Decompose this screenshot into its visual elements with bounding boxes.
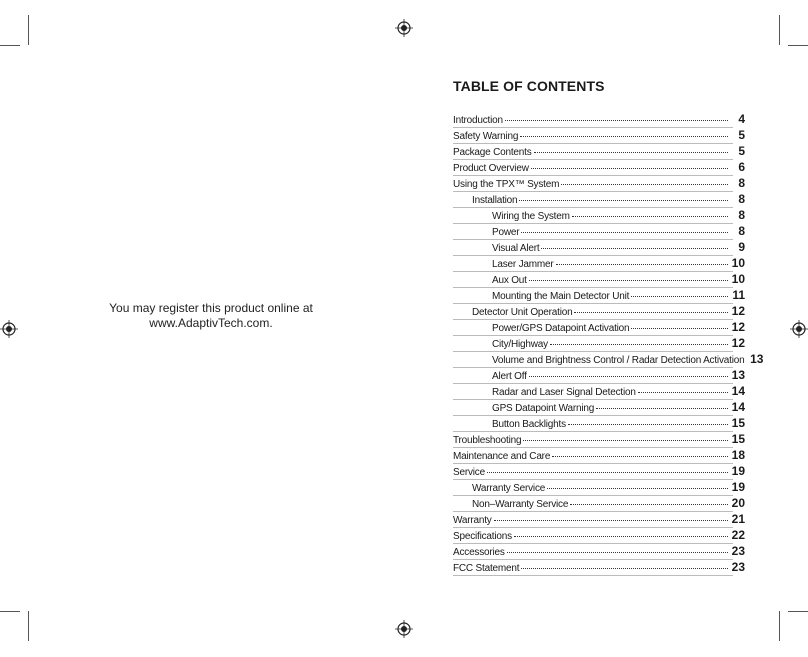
toc-leader-dots: [520, 136, 728, 137]
toc-entry[interactable]: [453, 368, 745, 384]
toc-entry-label: Visual Alert: [492, 243, 540, 254]
toc-entry-page: 12: [731, 320, 745, 334]
toc-entry-label: Safety Warning: [453, 131, 519, 142]
toc-entry-label: Accessories: [453, 547, 505, 558]
toc-entry-page: 8: [738, 176, 745, 190]
crop-mark-top-right-h: [788, 45, 808, 46]
toc-leader-dots: [505, 120, 728, 121]
toc-entry[interactable]: [453, 240, 745, 256]
toc-entry-label: Power/GPS Datapoint Activation: [492, 323, 630, 334]
toc-entry-label: Specifications: [453, 531, 512, 542]
toc-entry[interactable]: [453, 128, 745, 144]
crop-mark-top-left-h: [0, 45, 20, 46]
registration-url: www.AdaptivTech.com.: [149, 316, 273, 330]
toc-entry-page: 23: [731, 560, 745, 574]
toc-entry-label: Laser Jammer: [492, 259, 554, 270]
toc-entry-page: 23: [731, 544, 745, 558]
toc-entry-page: 15: [731, 432, 745, 446]
toc-entry-label: City/Highway: [492, 339, 548, 350]
registration-mark-icon-bottom: [395, 620, 413, 638]
toc-leader-dots: [574, 312, 728, 313]
toc-entry[interactable]: [453, 224, 745, 240]
toc-entry-page: 12: [731, 336, 745, 350]
toc-entry[interactable]: [453, 160, 745, 176]
toc-entry-label: Aux Out: [492, 275, 527, 286]
toc-entry[interactable]: [453, 112, 745, 128]
toc-entry-label: Package Contents: [453, 147, 532, 158]
toc-entry[interactable]: [453, 272, 745, 288]
toc-entry-label: Warranty Service: [472, 483, 546, 494]
toc-entry-label: GPS Datapoint Warning: [492, 403, 595, 414]
toc-entry[interactable]: [453, 528, 745, 544]
toc-entry-page: 21: [731, 512, 745, 526]
registration-mark-icon-top: [395, 19, 413, 37]
toc-entry-page: 8: [738, 192, 745, 206]
crop-mark-bottom-left-v: [28, 611, 29, 641]
toc-leader-dots: [552, 456, 728, 457]
toc-leader-dots: [521, 568, 728, 569]
toc-leader-dots: [570, 504, 728, 505]
toc-entry[interactable]: [453, 144, 745, 160]
toc-entry-label: Alert Off: [492, 371, 527, 382]
crop-mark-top-right-v: [779, 15, 780, 45]
toc-leader-dots: [550, 344, 728, 345]
toc-entry-page: 22: [731, 528, 745, 542]
toc-leader-dots: [529, 376, 728, 377]
toc-entry-label: Volume and Brightness Control / Radar Detection Activation: [492, 355, 745, 366]
toc-entry[interactable]: [453, 464, 745, 480]
toc-leader-dots: [523, 440, 728, 441]
toc-entry[interactable]: [453, 336, 745, 352]
crop-mark-bottom-right-v: [779, 611, 780, 641]
toc-leader-dots: [572, 216, 728, 217]
toc-leader-dots: [631, 328, 728, 329]
toc-entry[interactable]: [453, 544, 745, 560]
toc-entry-page: 13: [731, 368, 745, 382]
toc-entry[interactable]: [453, 512, 745, 528]
table-of-contents: [453, 78, 764, 574]
toc-entry[interactable]: [453, 384, 745, 400]
toc-entry-page: 6: [738, 160, 745, 174]
toc-entry-page: 20: [731, 496, 745, 510]
toc-entry-page: 8: [738, 208, 745, 222]
toc-entry[interactable]: [453, 352, 764, 368]
toc-entry-page: 15: [731, 416, 745, 430]
toc-entry[interactable]: [453, 320, 745, 336]
toc-entry[interactable]: [453, 288, 745, 304]
toc-entry[interactable]: [453, 480, 745, 496]
toc-leader-dots: [531, 168, 728, 169]
toc-entry-label: Wiring the System: [492, 211, 570, 222]
toc-leader-dots: [534, 152, 728, 153]
toc-entry[interactable]: [453, 448, 745, 464]
toc-entry-page: 9: [738, 240, 745, 254]
toc-leader-dots: [521, 232, 728, 233]
toc-leader-dots: [494, 520, 728, 521]
toc-leader-dots: [556, 264, 728, 265]
toc-entry[interactable]: [453, 208, 745, 224]
toc-entry-label: Mounting the Main Detector Unit: [492, 291, 630, 302]
toc-entry-label: FCC Statement: [453, 563, 520, 574]
registration-mark-icon-left: [0, 320, 18, 338]
toc-row-divider: [453, 575, 733, 576]
toc-leader-dots: [561, 184, 728, 185]
toc-entry-label: Product Overview: [453, 163, 529, 174]
toc-entry-label: Maintenance and Care: [453, 451, 551, 462]
toc-entry-page: 12: [731, 304, 745, 318]
toc-entry-page: 5: [738, 144, 745, 158]
toc-leader-dots: [519, 200, 728, 201]
toc-entry[interactable]: [453, 192, 745, 208]
toc-entry-page: 19: [731, 464, 745, 478]
toc-entry-page: 14: [731, 400, 745, 414]
toc-entry-label: Warranty: [453, 515, 492, 526]
toc-entry-page: 13: [750, 352, 764, 366]
toc-entry-page: 8: [738, 224, 745, 238]
toc-entry-page: 14: [731, 384, 745, 398]
toc-entry-label: Troubleshooting: [453, 435, 522, 446]
toc-leader-dots: [514, 536, 728, 537]
toc-entry[interactable]: [453, 176, 745, 192]
toc-entry[interactable]: [453, 432, 745, 448]
toc-leader-dots: [487, 472, 728, 473]
toc-entry[interactable]: [453, 304, 745, 320]
toc-leader-dots: [507, 552, 728, 553]
toc-entry-page: 5: [738, 128, 745, 142]
toc-entry-page: 18: [731, 448, 745, 462]
toc-entry-label: Power: [492, 227, 520, 238]
toc-entry[interactable]: [453, 560, 745, 576]
toc-entry-page: 11: [732, 288, 745, 302]
toc-entry-page: 10: [731, 256, 745, 270]
crop-mark-top-left-v: [28, 15, 29, 45]
registration-note: [100, 301, 322, 331]
toc-title: TABLE OF CONTENTS: [453, 78, 605, 94]
toc-entry-page: 10: [731, 272, 745, 286]
toc-entry-label: Using the TPX™ System: [453, 179, 560, 190]
toc-leader-dots: [568, 424, 728, 425]
toc-entry[interactable]: [453, 496, 745, 512]
toc-entry-label: Detector Unit Operation: [472, 307, 573, 318]
toc-leader-dots: [596, 408, 728, 409]
toc-entry-label: Introduction: [453, 115, 503, 126]
toc-leader-dots: [631, 296, 728, 297]
crop-mark-bottom-right-h: [788, 611, 808, 612]
toc-entry-label: Button Backlights: [492, 419, 566, 430]
toc-leader-dots: [529, 280, 728, 281]
toc-entry[interactable]: [453, 400, 745, 416]
toc-entry-label: Installation: [472, 195, 518, 206]
toc-leader-dots: [638, 392, 728, 393]
registration-note-line-1: You may register this product online at: [109, 301, 313, 315]
toc-entry-label: Non–Warranty Service: [472, 499, 569, 510]
toc-entry-page: 4: [738, 112, 745, 126]
toc-leader-dots: [547, 488, 728, 489]
crop-mark-bottom-left-h: [0, 611, 20, 612]
toc-entry[interactable]: [453, 256, 745, 272]
toc-entry-label: Service: [453, 467, 485, 478]
toc-leader-dots: [541, 248, 728, 249]
registration-mark-icon-right: [790, 320, 808, 338]
toc-entry[interactable]: [453, 416, 745, 432]
toc-entry-label: Radar and Laser Signal Detection: [492, 387, 636, 398]
toc-entry-page: 19: [731, 480, 745, 494]
